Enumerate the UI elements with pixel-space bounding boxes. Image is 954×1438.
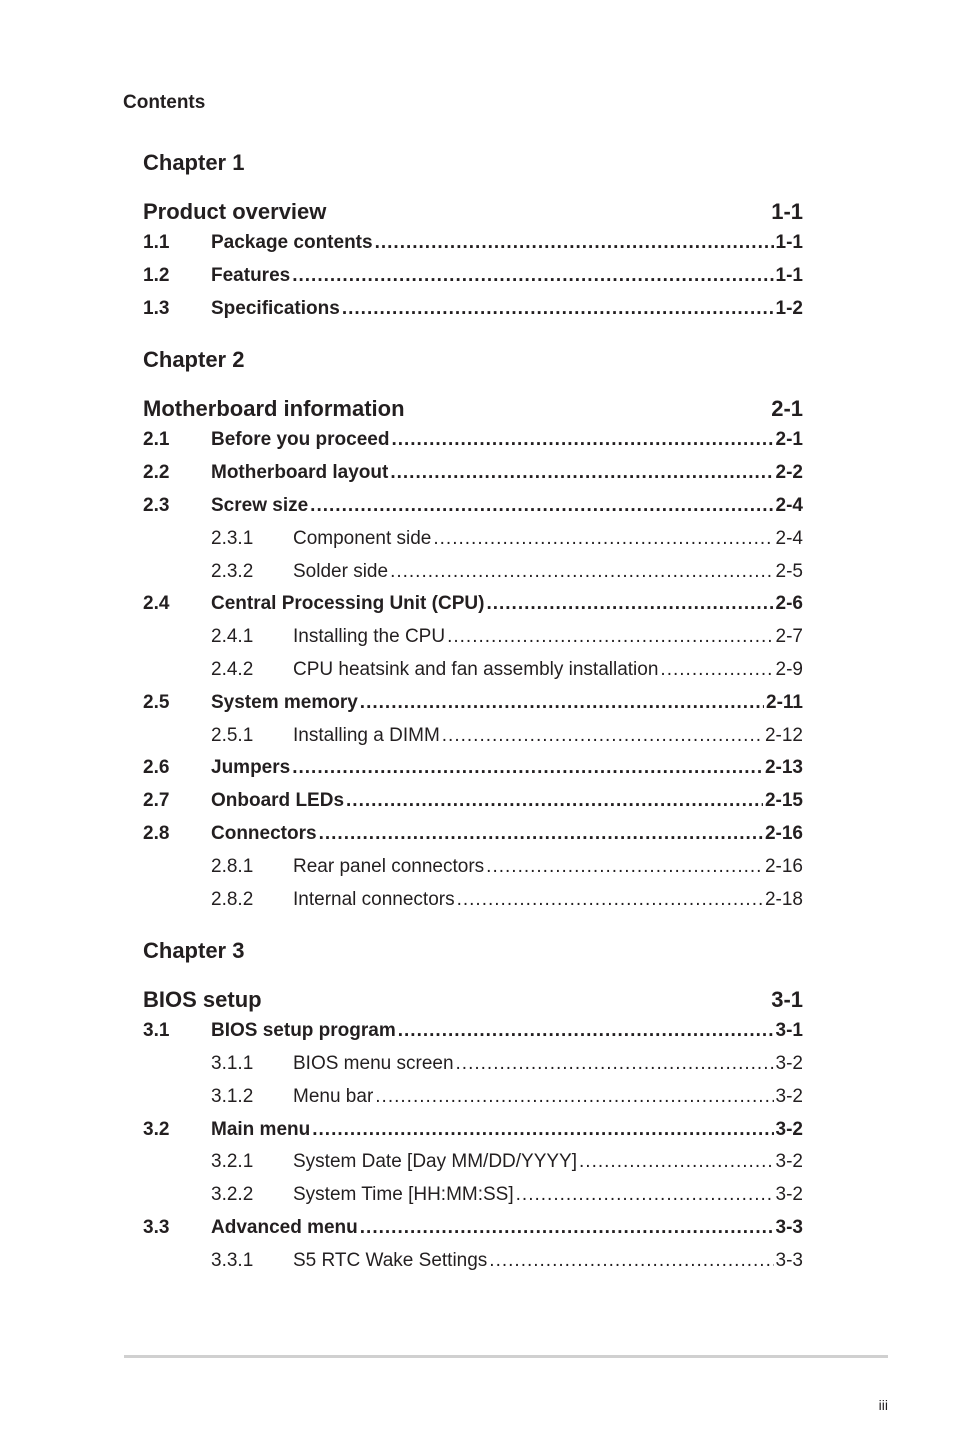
toc-section-entry[interactable] xyxy=(143,1115,803,1141)
entry-page-number: 3-3 xyxy=(775,1217,803,1238)
toc-section-entry[interactable] xyxy=(143,491,803,517)
chapter-title-row[interactable] xyxy=(143,392,803,422)
entry-number: 3.3.1 xyxy=(211,1250,254,1271)
entry-title: System memory xyxy=(211,692,358,713)
dot-leader xyxy=(489,1250,773,1272)
dot-leader xyxy=(486,856,763,878)
entry-number: 2.5 xyxy=(143,692,170,713)
entry-page-number: 2-7 xyxy=(775,626,803,647)
entry-title: System Date [Day MM/DD/YYYY] xyxy=(293,1151,578,1172)
entry-title: Central Processing Unit (CPU) xyxy=(211,593,485,614)
dot-leader xyxy=(398,1020,774,1042)
entry-title: Installing a DIMM xyxy=(293,725,440,746)
entry-page-number: 2-13 xyxy=(764,757,803,778)
dot-leader xyxy=(360,1217,774,1239)
entry-title: System Time [HH:MM:SS] xyxy=(293,1184,514,1205)
entry-page-number: 2-9 xyxy=(775,659,803,680)
entry-title: BIOS menu screen xyxy=(293,1053,454,1074)
dot-leader xyxy=(346,790,763,812)
entry-title: Specifications xyxy=(211,298,340,319)
dot-leader xyxy=(292,265,773,287)
entry-number: 2.7 xyxy=(143,790,170,811)
entry-page-number: 2-1 xyxy=(775,429,803,450)
entry-title: Screw size xyxy=(211,495,309,516)
toc-section-entry[interactable] xyxy=(143,1213,803,1239)
entry-page-number: 3-1 xyxy=(775,1020,803,1041)
entry-page-number: 1-1 xyxy=(775,232,803,253)
toc-subsection-entry[interactable] xyxy=(143,721,803,747)
toc-subsection-entry[interactable] xyxy=(143,622,803,648)
entry-number: 1.2 xyxy=(143,265,170,286)
entry-number: 3.1.2 xyxy=(211,1086,254,1107)
entry-page-number: 2-11 xyxy=(766,692,803,713)
entry-title: Package contents xyxy=(211,232,373,253)
dot-leader xyxy=(375,232,774,254)
chapter-page-number: 2-1 xyxy=(771,396,803,421)
chapter-title-row[interactable] xyxy=(143,195,803,225)
entry-title: Component side xyxy=(293,528,432,549)
toc-section-entry[interactable] xyxy=(143,261,803,287)
chapter-title: Product overview xyxy=(143,199,327,224)
dot-leader xyxy=(310,495,773,517)
toc-subsection-entry[interactable] xyxy=(143,1082,803,1108)
entry-page-number: 3-2 xyxy=(775,1151,803,1172)
entry-number: 2.6 xyxy=(143,757,170,778)
entry-page-number: 1-1 xyxy=(775,265,803,286)
dot-leader xyxy=(390,561,773,583)
entry-page-number: 3-2 xyxy=(775,1119,803,1140)
dot-leader xyxy=(442,725,763,747)
entry-number: 3.3 xyxy=(143,1217,170,1238)
entry-number: 2.4.1 xyxy=(211,626,254,647)
entry-number: 2.1 xyxy=(143,429,170,450)
dot-leader xyxy=(390,462,773,484)
entry-title: CPU heatsink and fan assembly installation xyxy=(293,659,659,680)
entry-number: 3.1.1 xyxy=(211,1053,254,1074)
chapter-label: Chapter 1 xyxy=(143,150,245,175)
entry-page-number: 2-12 xyxy=(764,725,803,746)
toc-section-entry[interactable] xyxy=(143,1016,803,1042)
entry-page-number: 3-2 xyxy=(775,1053,803,1074)
entry-number: 1.3 xyxy=(143,298,170,319)
dot-leader xyxy=(375,1086,773,1108)
entry-number: 3.1 xyxy=(143,1020,170,1041)
entry-number: 3.2 xyxy=(143,1119,170,1140)
entry-page-number: 2-6 xyxy=(775,593,803,614)
dot-leader xyxy=(312,1119,773,1141)
chapter-page-number: 1-1 xyxy=(771,199,803,224)
toc-subsection-entry[interactable] xyxy=(143,852,803,878)
dot-leader xyxy=(660,659,773,681)
page-number: iii xyxy=(878,1397,888,1413)
chapter-title: Motherboard information xyxy=(143,396,405,421)
entry-number: 2.8 xyxy=(143,823,170,844)
entry-title: Jumpers xyxy=(211,757,291,778)
entry-page-number: 3-3 xyxy=(775,1250,803,1271)
entry-title: Internal connectors xyxy=(293,889,455,910)
dot-leader xyxy=(360,692,764,714)
entry-page-number: 3-2 xyxy=(775,1086,803,1107)
entry-title: S5 RTC Wake Settings xyxy=(293,1250,488,1271)
toc-section-entry[interactable] xyxy=(143,688,803,714)
entry-title: Menu bar xyxy=(293,1086,374,1107)
chapter-title: BIOS setup xyxy=(143,987,262,1012)
dot-leader xyxy=(579,1151,774,1173)
toc-subsection-entry[interactable] xyxy=(143,655,803,681)
toc-section-entry[interactable] xyxy=(143,458,803,484)
toc-section-entry[interactable] xyxy=(143,753,803,779)
dot-leader xyxy=(319,823,763,845)
toc-subsection-entry[interactable] xyxy=(143,1049,803,1075)
toc-subsection-entry[interactable] xyxy=(143,1147,803,1173)
entry-page-number: 2-16 xyxy=(764,856,803,877)
dot-leader xyxy=(433,528,773,550)
chapter-title-row[interactable] xyxy=(143,983,803,1013)
dot-leader xyxy=(447,626,773,648)
entry-title: Before you proceed xyxy=(211,429,390,450)
entry-page-number: 2-5 xyxy=(775,561,803,582)
chapter-page-number: 3-1 xyxy=(771,987,803,1012)
entry-title: Advanced menu xyxy=(211,1217,358,1238)
dot-leader xyxy=(292,757,763,779)
toc-subsection-entry[interactable] xyxy=(143,557,803,583)
toc-section-entry[interactable] xyxy=(143,589,803,615)
entry-number: 2.2 xyxy=(143,462,170,483)
footer-divider xyxy=(124,1355,888,1358)
entry-number: 2.3.2 xyxy=(211,561,254,582)
dot-leader xyxy=(391,429,773,451)
entry-number: 2.8.2 xyxy=(211,889,254,910)
entry-title: Connectors xyxy=(211,823,317,844)
toc-section-entry[interactable] xyxy=(143,786,803,812)
dot-leader xyxy=(516,1184,774,1206)
entry-page-number: 2-18 xyxy=(764,889,803,910)
entry-number: 3.2.1 xyxy=(211,1151,254,1172)
chapter-label: Chapter 3 xyxy=(143,938,245,963)
dot-leader xyxy=(457,889,763,911)
entry-title: Features xyxy=(211,265,291,286)
entry-number: 2.3 xyxy=(143,495,170,516)
contents-heading: Contents xyxy=(123,92,206,113)
entry-title: BIOS setup program xyxy=(211,1020,396,1041)
toc-subsection-entry[interactable] xyxy=(143,1246,803,1272)
entry-page-number: 2-4 xyxy=(775,495,803,516)
entry-number: 2.3.1 xyxy=(211,528,254,549)
toc-section-entry[interactable] xyxy=(143,228,803,254)
entry-number: 3.2.2 xyxy=(211,1184,254,1205)
entry-page-number: 1-2 xyxy=(775,298,803,319)
dot-leader xyxy=(342,298,774,320)
entry-title: Motherboard layout xyxy=(211,462,389,483)
entry-page-number: 2-15 xyxy=(764,790,803,811)
entry-page-number: 2-4 xyxy=(775,528,803,549)
dot-leader xyxy=(486,593,773,615)
entry-page-number: 2-16 xyxy=(764,823,803,844)
toc-section-entry[interactable] xyxy=(143,294,803,320)
chapter-label: Chapter 2 xyxy=(143,347,245,372)
toc-subsection-entry[interactable] xyxy=(143,885,803,911)
entry-title: Installing the CPU xyxy=(293,626,446,647)
entry-page-number: 2-2 xyxy=(775,462,803,483)
entry-title: Main menu xyxy=(211,1119,311,1140)
toc-subsection-entry[interactable] xyxy=(143,1180,803,1206)
entry-page-number: 3-2 xyxy=(775,1184,803,1205)
entry-title: Solder side xyxy=(293,561,389,582)
entry-number: 1.1 xyxy=(143,232,170,253)
entry-number: 2.8.1 xyxy=(211,856,254,877)
entry-number: 2.4 xyxy=(143,593,170,614)
entry-number: 2.5.1 xyxy=(211,725,254,746)
toc-section-entry[interactable] xyxy=(143,819,803,845)
entry-title: Onboard LEDs xyxy=(211,790,345,811)
toc-section-entry[interactable] xyxy=(143,425,803,451)
toc-subsection-entry[interactable] xyxy=(143,524,803,550)
entry-number: 2.4.2 xyxy=(211,659,254,680)
dot-leader xyxy=(456,1053,774,1075)
entry-title: Rear panel connectors xyxy=(293,856,485,877)
